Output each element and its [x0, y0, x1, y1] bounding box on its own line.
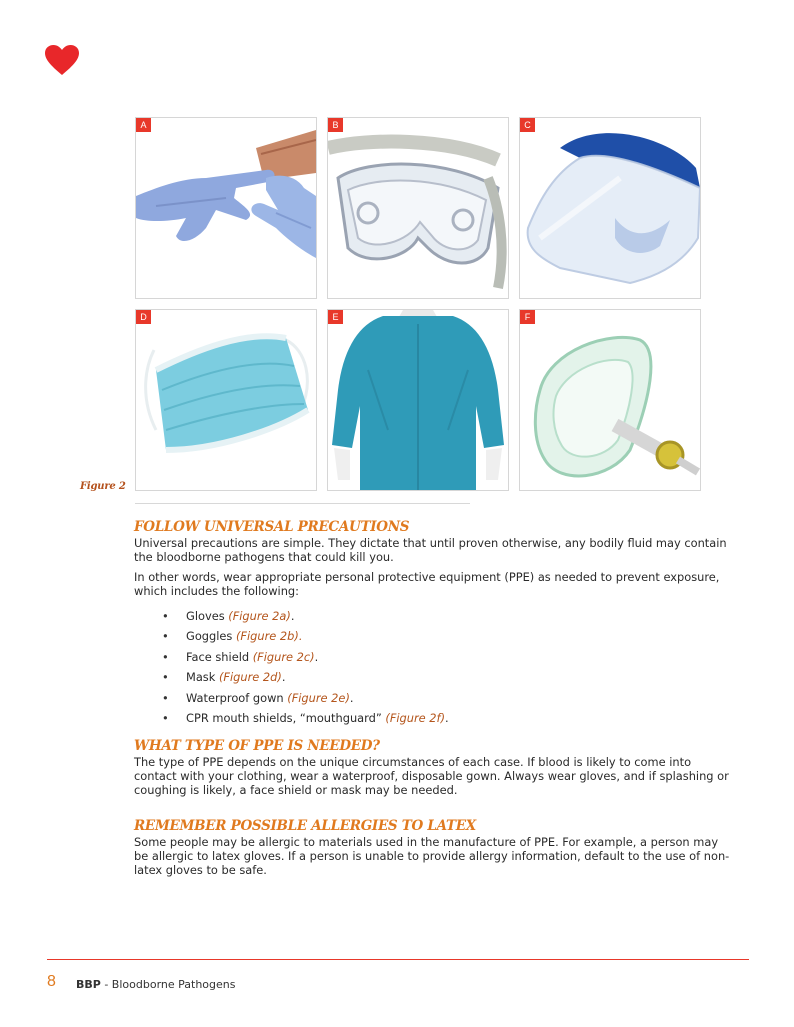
list-item: • Waterproof gown (Figure 2e).: [134, 691, 734, 711]
list-item: • Mask (Figure 2d).: [134, 670, 734, 690]
ppe-list: [134, 609, 734, 731]
figure-reference: (Figure 2b).: [235, 629, 303, 644]
figure-reference: (Figure 2a): [228, 609, 291, 623]
latex-paragraph: Some people may be allergic to materials used in the manufacture of PPE. For example, a person may be allergic to latex gloves. If a person is unable to provide allergy information, default to the use of non-latex gloves to be safe.: [134, 835, 730, 878]
gloves-image: [136, 118, 316, 298]
panel-label-b: B: [328, 118, 343, 132]
panel-label-e: E: [328, 310, 343, 324]
figure-2e-panel: [327, 309, 509, 491]
universal-paragraph-1: Universal precautions are simple. They dictate that until proven otherwise, any bodily fluid may contain the bloodborne pathogens that could kill you.: [134, 536, 727, 564]
list-item: • Face shield (Figure 2c).: [134, 650, 734, 670]
heart-logo-icon: [44, 44, 80, 76]
figure-reference: (Figure 2d): [218, 670, 282, 685]
cpr-mouth-shield-image: [520, 310, 700, 490]
face-shield-image: [520, 118, 700, 298]
list-item: • Gloves (Figure 2a).: [134, 609, 734, 629]
figure-2b-panel: [327, 117, 509, 299]
universal-paragraph-2: In other words, wear appropriate personal protective equipment (PPE) as needed to prevent exposure, which includes the following:: [134, 570, 720, 598]
figure-caption: Figure 2: [80, 481, 126, 492]
panel-label-a: A: [136, 118, 151, 132]
figure-2f-panel: [519, 309, 701, 491]
figure-reference: (Figure 2f): [385, 710, 446, 725]
mask-image: [136, 310, 316, 490]
heading-latex-allergies: REMEMBER POSSIBLE ALLERGIES TO LATEX: [134, 818, 476, 835]
panel-label-f: F: [520, 310, 535, 324]
figure-2d-panel: [135, 309, 317, 491]
footer-title-text: - Bloodborne Pathogens: [100, 978, 236, 991]
heading-universal-precautions: FOLLOW UNIVERSAL PRECAUTIONS: [134, 519, 410, 535]
ppe-needed-paragraph: The type of PPE depends on the unique circumstances of each case. If blood is likely to come into contact with your clothing, wear a waterproof, disposable gown. Always wear gloves, and if splashing or coughing is likely, a face shield or mask may be needed.: [134, 755, 729, 798]
panel-label-c: C: [520, 118, 535, 132]
heading-ppe-needed: WHAT TYPE OF PPE IS NEEDED?: [134, 738, 380, 755]
figure-divider: [135, 503, 470, 504]
footer-title: [76, 978, 235, 991]
list-item: • Goggles (Figure 2b).: [134, 629, 734, 649]
gown-image: [328, 310, 508, 490]
figure-2c-panel: [519, 117, 701, 299]
page-number: 8: [47, 973, 56, 990]
figure-reference: (Figure 2c): [252, 649, 315, 664]
footer-abbr: BBP: [76, 978, 101, 991]
goggles-image: [328, 118, 508, 298]
panel-label-d: D: [136, 310, 151, 324]
footer-divider: [47, 959, 749, 960]
figure-reference: (Figure 2e): [287, 690, 350, 705]
main-content: [134, 519, 734, 877]
list-item: • CPR mouth shields, “mouthguard” (Figure 2f).: [134, 711, 734, 731]
figure-2a-panel: [135, 117, 317, 299]
